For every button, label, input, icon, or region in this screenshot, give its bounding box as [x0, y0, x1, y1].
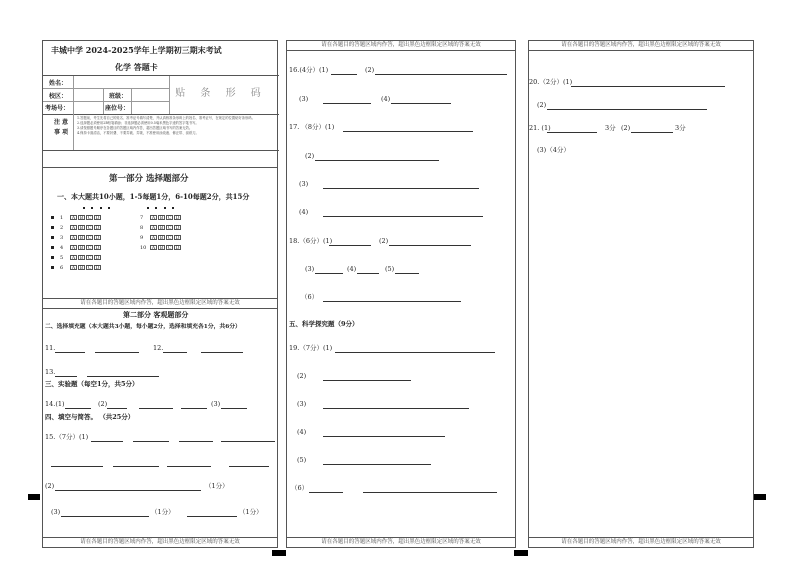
mcq-row-5: [51, 255, 102, 261]
answer-column-2: [286, 40, 516, 548]
mcq-row-marker: [51, 226, 54, 229]
mcq-question-number: 6: [60, 265, 64, 271]
q18-blank-1[interactable]: [329, 245, 371, 246]
mcq-row-9: [131, 235, 182, 241]
part1-instruction: 一、本大题共10小题，1-5每题1分，6-10每题2分，共15分: [57, 192, 250, 201]
mcq-row-marker: [51, 216, 54, 219]
answer-column-1: [42, 40, 278, 548]
mcq-option-2-D[interactable]: D: [95, 226, 100, 231]
q15-blank-4[interactable]: [221, 441, 275, 442]
mcq-row-marker: [51, 246, 54, 249]
mcq-option-1-A[interactable]: A: [71, 216, 76, 221]
mcq-question-number: 9: [140, 235, 144, 241]
exam-title: 丰城中学 2024-2025学年上学期初三期末考试: [51, 45, 222, 55]
section5-title: 五、科学探究题（9分）: [289, 320, 359, 328]
mcq-option-7-B[interactable]: B: [159, 216, 164, 221]
alignment-mark-left: [28, 494, 40, 500]
mcq-option-10-B[interactable]: B: [159, 246, 164, 251]
mcq-option-2-B[interactable]: B: [79, 226, 84, 231]
mcq-option-6-C[interactable]: C: [87, 266, 92, 271]
mcq-option-10-C[interactable]: C: [167, 246, 172, 251]
alignment-mark-bottom-1: [272, 550, 286, 556]
mcq-option-1-B[interactable]: B: [79, 216, 84, 221]
mcq-option-8-D[interactable]: D: [175, 226, 180, 231]
q19-3-label: (3): [297, 400, 307, 408]
q11-blank-2[interactable]: [95, 352, 139, 353]
note-2: 2.选择题必须使用2B铅笔填涂；非选择题必须使用0.5毫米黑色字迹的签字笔书写。: [77, 121, 199, 125]
mcq-row-7: [131, 215, 182, 221]
notes-text: [77, 116, 273, 136]
notice-band-1b: 请在各题目的答题区域内作答，超出黑色边框限定区域的答案无效: [43, 537, 277, 547]
mcq-question-number: 1: [60, 215, 64, 221]
q15-2-points: （1分）: [205, 482, 229, 490]
q18-3-label: (3): [305, 265, 315, 273]
q16-blank-4[interactable]: [391, 103, 451, 104]
q20-blank-2[interactable]: [547, 109, 707, 110]
mcq-option-1-D[interactable]: D: [95, 216, 100, 221]
mcq-option-2-C[interactable]: C: [87, 226, 92, 231]
mcq-option-1-C[interactable]: C: [87, 216, 92, 221]
q17-3-label: (3): [299, 180, 309, 188]
q19-5-label: (5): [297, 456, 307, 464]
q13-blank-2[interactable]: [87, 376, 159, 377]
q15-blank-11[interactable]: [187, 516, 237, 517]
mcq-option-4-C[interactable]: C: [87, 246, 92, 251]
mcq-option-6-A[interactable]: A: [71, 266, 76, 271]
mcq-option-4-D[interactable]: D: [95, 246, 100, 251]
q19-6-label: （6）: [291, 484, 309, 492]
part2-title: 第二部分 客观题部分: [123, 310, 189, 319]
q18-blank-6[interactable]: [323, 301, 461, 302]
mcq-row-marker: [51, 266, 54, 269]
q16-label: 16.(4分）(1): [289, 66, 329, 74]
q14-blank-4[interactable]: [181, 408, 207, 409]
q17-blank-4[interactable]: [323, 216, 483, 217]
q12-blank[interactable]: [163, 352, 187, 353]
q17-blank-1[interactable]: [343, 131, 473, 132]
part2-block: [42, 298, 278, 548]
name-label: 姓名：: [49, 80, 68, 87]
mcq-option-9-D[interactable]: D: [175, 236, 180, 241]
mcq-option-2-A[interactable]: A: [71, 226, 76, 231]
q12-blank-2[interactable]: [201, 352, 243, 353]
section2-title: 二、选择填充题（本大题共3小题，每小题2分，选择和填充各1分，共6分）: [45, 324, 241, 330]
section4-title: 四、填空与简答。 （共25分）: [45, 413, 135, 421]
q13-label: 13.: [45, 368, 56, 376]
q15-blank-7[interactable]: [167, 466, 211, 467]
mcq-option-9-B[interactable]: B: [159, 236, 164, 241]
q15-3-points-a: （1分）: [151, 508, 175, 516]
mcq-row-3: [51, 235, 102, 241]
q21-points-1: 3分: [605, 124, 616, 132]
q17-blank-3[interactable]: [323, 188, 479, 189]
q14-blank-1[interactable]: [65, 408, 91, 409]
q21-blank-1[interactable]: [547, 132, 597, 133]
mcq-row-1: [51, 215, 102, 221]
q19-blank-6[interactable]: [309, 492, 343, 493]
barcode-area: 贴 条 形 码: [175, 88, 267, 99]
mcq-option-10-D[interactable]: D: [175, 246, 180, 251]
q18-5-label: (5): [385, 265, 395, 273]
mcq-option-3-A[interactable]: A: [71, 236, 76, 241]
q20-2-label: (2): [537, 101, 547, 109]
q18-blank-5[interactable]: [395, 273, 419, 274]
info-table: [43, 75, 279, 150]
alignment-mark-right: [754, 494, 766, 500]
q19-4-label: (4): [297, 428, 307, 436]
mcq-question-number: 7: [140, 215, 144, 221]
mcq-row-10: [131, 245, 182, 251]
q15-blank-1[interactable]: [91, 441, 123, 442]
mcq-option-6-D[interactable]: D: [95, 266, 100, 271]
mcq-option-10-A[interactable]: A: [151, 246, 156, 251]
mcq-option-4-A[interactable]: A: [71, 246, 76, 251]
q15-3-points-b: （1分）: [239, 508, 263, 516]
q14-blank-5[interactable]: [221, 408, 247, 409]
mcq-row-6: [51, 265, 102, 271]
q11-blank[interactable]: [55, 352, 85, 353]
q18-blank-3[interactable]: [315, 273, 343, 274]
q15-2-label: (2): [45, 482, 55, 490]
note-4: 4.保持卡面清洁，不要折叠、不要弄破、弄皱，不准使用涂改液、修正带、刮纸刀。: [77, 131, 199, 135]
q14-blank-2[interactable]: [107, 408, 127, 409]
q19-blank-4[interactable]: [323, 436, 445, 437]
q19-label: 19.（7分）(1): [289, 344, 333, 352]
q15-blank-6[interactable]: [113, 466, 159, 467]
q19-blank-1[interactable]: [335, 352, 495, 353]
q18-6-label: （6）: [301, 293, 319, 301]
notice-band-2b: 请在各题目的答题区域内作答，超出黑色边框限定区域的答案无效: [287, 537, 515, 547]
mcq-option-5-C[interactable]: C: [87, 256, 92, 261]
q18-blank-2[interactable]: [389, 245, 471, 246]
mcq-option-8-C[interactable]: C: [167, 226, 172, 231]
notice-band-2a: 请在各题目的答题区域内作答，超出黑色边框限定区域的答案无效: [287, 41, 515, 51]
alignment-mark-bottom-2: [514, 550, 528, 556]
q17-4-label: (4): [299, 208, 309, 216]
mcq-row-marker: [51, 256, 54, 259]
q17-blank-2[interactable]: [315, 160, 439, 161]
q21-3-label: (3)（4分）: [537, 146, 570, 154]
mcq-question-number: 3: [60, 235, 64, 241]
q14-3-label: (3): [211, 400, 221, 408]
q16-2-label: (2): [365, 66, 375, 74]
mcq-option-3-B[interactable]: B: [79, 236, 84, 241]
q21-label: 21. (1): [529, 124, 551, 132]
mcq-option-7-A[interactable]: A: [151, 216, 156, 221]
note-1: 1.答题前，考生先将自己的姓名、准考证号填写清楚，并认真核准条形码上的姓名、准考证号，在规定的位置贴好条形码。: [77, 116, 255, 120]
mcq-question-number: 10: [140, 245, 147, 251]
mcq-row-8: [131, 225, 182, 231]
answer-column-3: [528, 40, 754, 548]
q18-4-label: (4): [347, 265, 357, 273]
seat-label: 座位号：: [105, 105, 130, 112]
q19-blank-7[interactable]: [363, 492, 497, 493]
mcq-option-9-C[interactable]: C: [167, 236, 172, 241]
q19-blank-3[interactable]: [323, 408, 469, 409]
q15-blank-5[interactable]: [51, 466, 103, 467]
mcq-option-6-B[interactable]: B: [79, 266, 84, 271]
mcq-option-4-B[interactable]: B: [79, 246, 84, 251]
notice-band-3a: 请在各题目的答题区域内作答，超出黑色边框限定区域的答案无效: [529, 41, 753, 51]
q19-blank-2[interactable]: [323, 380, 411, 381]
mcq-markers: [83, 205, 110, 211]
mcq-question-number: 5: [60, 255, 64, 261]
q19-blank-5[interactable]: [323, 464, 431, 465]
campus-label: 校区：: [49, 93, 68, 100]
part1-title: 第一部分 选择题部分: [109, 174, 189, 184]
mcq-option-8-A[interactable]: A: [151, 226, 156, 231]
q12-label: 12.: [153, 344, 164, 352]
mcq-option-8-B[interactable]: B: [159, 226, 164, 231]
room-label: 考场号：: [45, 105, 70, 112]
q16-blank-1[interactable]: [331, 74, 357, 75]
notice-band-3b: 请在各题目的答题区域内作答，超出黑色边框限定区域的答案无效: [529, 537, 753, 547]
q16-blank-2[interactable]: [375, 74, 507, 75]
q13-blank[interactable]: [55, 376, 77, 377]
mcq-markers-right: [147, 205, 174, 211]
mcq-option-5-D[interactable]: D: [95, 256, 100, 261]
q15-blank-3[interactable]: [179, 441, 213, 442]
q17-label: 17. （8分）(1): [289, 123, 335, 131]
q11-label: 11.: [45, 344, 56, 352]
q19-2-label: (2): [297, 372, 307, 380]
q15-label: 15.（7分）(1): [45, 433, 89, 441]
q21-points-2: 3分: [675, 124, 686, 132]
notes-label: [49, 118, 73, 138]
mcq-row-2: [51, 225, 102, 231]
q16-blank-3[interactable]: [323, 103, 371, 104]
q14-blank-3[interactable]: [139, 408, 173, 409]
notice-band-1a: 请在各题目的答题区域内作答，超出黑色边框限定区域的答案无效: [43, 299, 277, 309]
class-label: 班级：: [109, 93, 128, 100]
mcq-question-number: 2: [60, 225, 64, 231]
note-3: 3.请按照题号顺序在各题目的答题区域内作答，超出答题区域书写的答案无效。: [77, 126, 193, 130]
q15-blank-2[interactable]: [133, 441, 169, 442]
q15-blank-9[interactable]: [55, 490, 201, 491]
mcq-option-5-A[interactable]: A: [71, 256, 76, 261]
section3-title: 三、实验题（每空1分，共5分）: [45, 380, 139, 388]
notes-label-1: 注: [53, 119, 60, 126]
q15-blank-8[interactable]: [229, 466, 269, 467]
q20-label: 20.（2分）(1): [529, 78, 573, 86]
q21-blank-2[interactable]: [631, 132, 673, 133]
notes-label-2: 意: [62, 119, 69, 126]
q15-3-label: (3): [51, 508, 61, 516]
mcq-question-number: 8: [140, 225, 144, 231]
mcq-option-3-D[interactable]: D: [95, 236, 100, 241]
q18-blank-4[interactable]: [357, 273, 379, 274]
q18-label: 18.（6分）(1): [289, 237, 333, 245]
mcq-option-7-D[interactable]: D: [175, 216, 180, 221]
mcq-row-4: [51, 245, 102, 251]
q14-2-label: (2): [98, 400, 108, 408]
subject-title: 化学 答题卡: [115, 62, 158, 72]
mcq-option-3-C[interactable]: C: [87, 236, 92, 241]
part1-block: [42, 167, 278, 299]
q14-label: 14.(1): [45, 400, 65, 408]
q17-2-label: (2): [305, 152, 315, 160]
q15-blank-10[interactable]: [61, 516, 149, 517]
q21-2-label: (2): [621, 124, 631, 132]
notes-label-3: 事: [53, 129, 60, 136]
q20-blank-1[interactable]: [571, 86, 725, 87]
q16-4-label: (4): [381, 95, 391, 103]
mcq-question-number: 4: [60, 245, 64, 251]
mcq-option-7-C[interactable]: C: [167, 216, 172, 221]
mcq-option-9-A[interactable]: A: [151, 236, 156, 241]
header-block: [42, 40, 278, 168]
mcq-option-5-B[interactable]: B: [79, 256, 84, 261]
notes-label-4: 项: [62, 129, 69, 136]
mcq-row-marker: [51, 236, 54, 239]
q18-2-label: (2): [379, 237, 389, 245]
q16-3-label: (3): [299, 95, 309, 103]
